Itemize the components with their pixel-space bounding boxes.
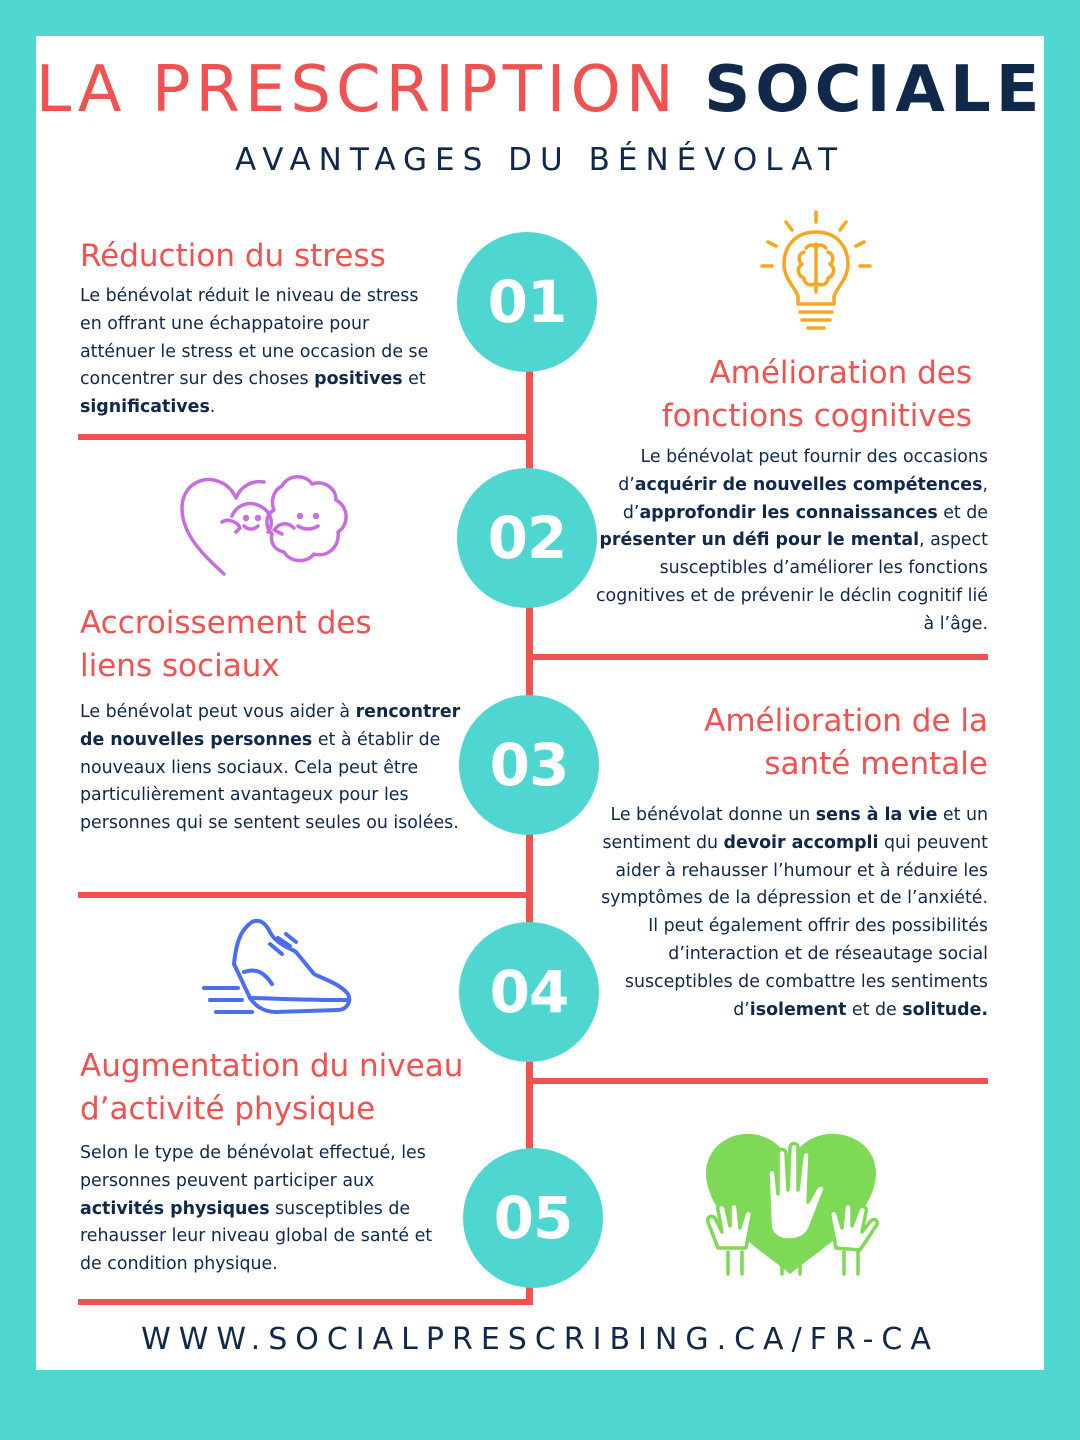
- item-5-heading-line-2: d’activité physique: [80, 1091, 376, 1127]
- item-2-heading-line-2: fonctions cognitives: [661, 398, 972, 434]
- divider-line-2: [528, 654, 988, 660]
- item-4-heading: [600, 700, 988, 786]
- item-2-heading-line-1: Amélioration des: [709, 355, 972, 391]
- body-text: , d’: [622, 474, 988, 523]
- item-4-body: [592, 802, 988, 1024]
- title-part-1: LA PRESCRIPTION: [35, 53, 679, 127]
- step-number-02: 02: [457, 468, 597, 608]
- subtitle: AVANTAGES DU BÉNÉVOLAT: [235, 142, 845, 178]
- step-number-04: 04: [459, 922, 599, 1062]
- body-text: et de: [937, 502, 988, 523]
- item-3-heading: [80, 602, 460, 688]
- emphasis-text: sens à la vie: [815, 805, 938, 825]
- lightbulb-brain-icon: [758, 208, 878, 338]
- item-3-heading-line-1: Accroissement des: [80, 605, 372, 641]
- item-1-body: [80, 283, 430, 422]
- raised-hands-heart-icon: [698, 1128, 884, 1278]
- body-text: et: [402, 369, 426, 390]
- running-shoe-icon: [200, 914, 358, 1024]
- body-text: et un sentiment du: [602, 805, 988, 853]
- body-text: .: [209, 397, 216, 418]
- item-3-heading-line-2: liens sociaux: [80, 648, 280, 684]
- step-number-03: 03: [459, 695, 599, 835]
- emphasis-text: significatives: [80, 397, 210, 418]
- divider-line-3: [78, 892, 530, 898]
- emphasis-text: devoir accompli: [723, 832, 879, 853]
- item-3-body: [80, 699, 466, 838]
- step-number-05: 05: [463, 1148, 603, 1288]
- body-text: Le bénévolat peut fournir des occasions d’: [618, 447, 988, 495]
- emphasis-text: activités physiques: [80, 1198, 270, 1219]
- page-title: [0, 50, 1080, 130]
- body-text: Le bénévolat réduit le niveau de stress en offrant une échappatoire pour atténuer le stress et une occasion de se concentrer sur des choses: [80, 286, 429, 390]
- body-text: Selon le type de bénévolat effectué, les personnes peuvent participer aux: [80, 1143, 426, 1191]
- emphasis-text: solitude.: [902, 999, 988, 1020]
- body-text: susceptibles de rehausser leur niveau global de santé et de condition physique.: [80, 1198, 433, 1275]
- body-text: qui peuvent aider à rehausser l’humour et à réduire les symptômes de la dépression et de l’anxiété. Il peut également offrir des possibilités d’interaction et de réseautage social susceptibles de combattre les sentiments d’: [601, 832, 988, 1020]
- body-text: Le bénévolat peut vous aider à: [80, 702, 356, 722]
- item-1-heading: Réduction du stress: [80, 238, 386, 274]
- body-text: , aspect susceptibles d’améliorer les fonctions cognitives et de prévenir le déclin cognitif lié à l’âge.: [596, 530, 988, 634]
- item-4-heading-line-2: santé mentale: [764, 746, 988, 782]
- divider-line-1: [78, 434, 530, 440]
- item-5-heading: [80, 1045, 520, 1131]
- emphasis-text: isolement: [749, 999, 847, 1020]
- body-text: Le bénévolat donne un: [610, 805, 816, 825]
- divider-line-4: [528, 1078, 988, 1084]
- title-part-2: SOCIALE: [704, 53, 1045, 127]
- item-4-heading-line-1: Amélioration de la: [704, 703, 988, 739]
- item-2-body: [592, 444, 988, 639]
- footer-url[interactable]: WWW.SOCIALPRESCRIBING.CA/FR-CA: [141, 1322, 939, 1357]
- emphasis-text: acquérir de nouvelles compétences: [634, 474, 983, 495]
- emphasis-text: approfondir les connaissances: [639, 502, 938, 523]
- item-2-heading: [560, 352, 972, 438]
- step-number-01: 01: [457, 232, 597, 372]
- body-text: et de: [846, 999, 903, 1020]
- emphasis-text: rencontrer de nouvelles personnes: [80, 702, 461, 750]
- divider-line-5: [78, 1299, 533, 1305]
- emphasis-text: positives: [314, 369, 403, 390]
- emphasis-text: présenter un défi pour le mental: [599, 530, 920, 551]
- item-5-body: [80, 1140, 458, 1279]
- body-text: et à établir de nouveaux liens sociaux. Cela peut être particulièrement avantageux pour les personnes qui se sentent seules ou isolées.: [80, 729, 459, 834]
- heart-brain-hug-icon: [178, 466, 362, 578]
- item-5-heading-line-1: Augmentation du niveau: [80, 1048, 464, 1084]
